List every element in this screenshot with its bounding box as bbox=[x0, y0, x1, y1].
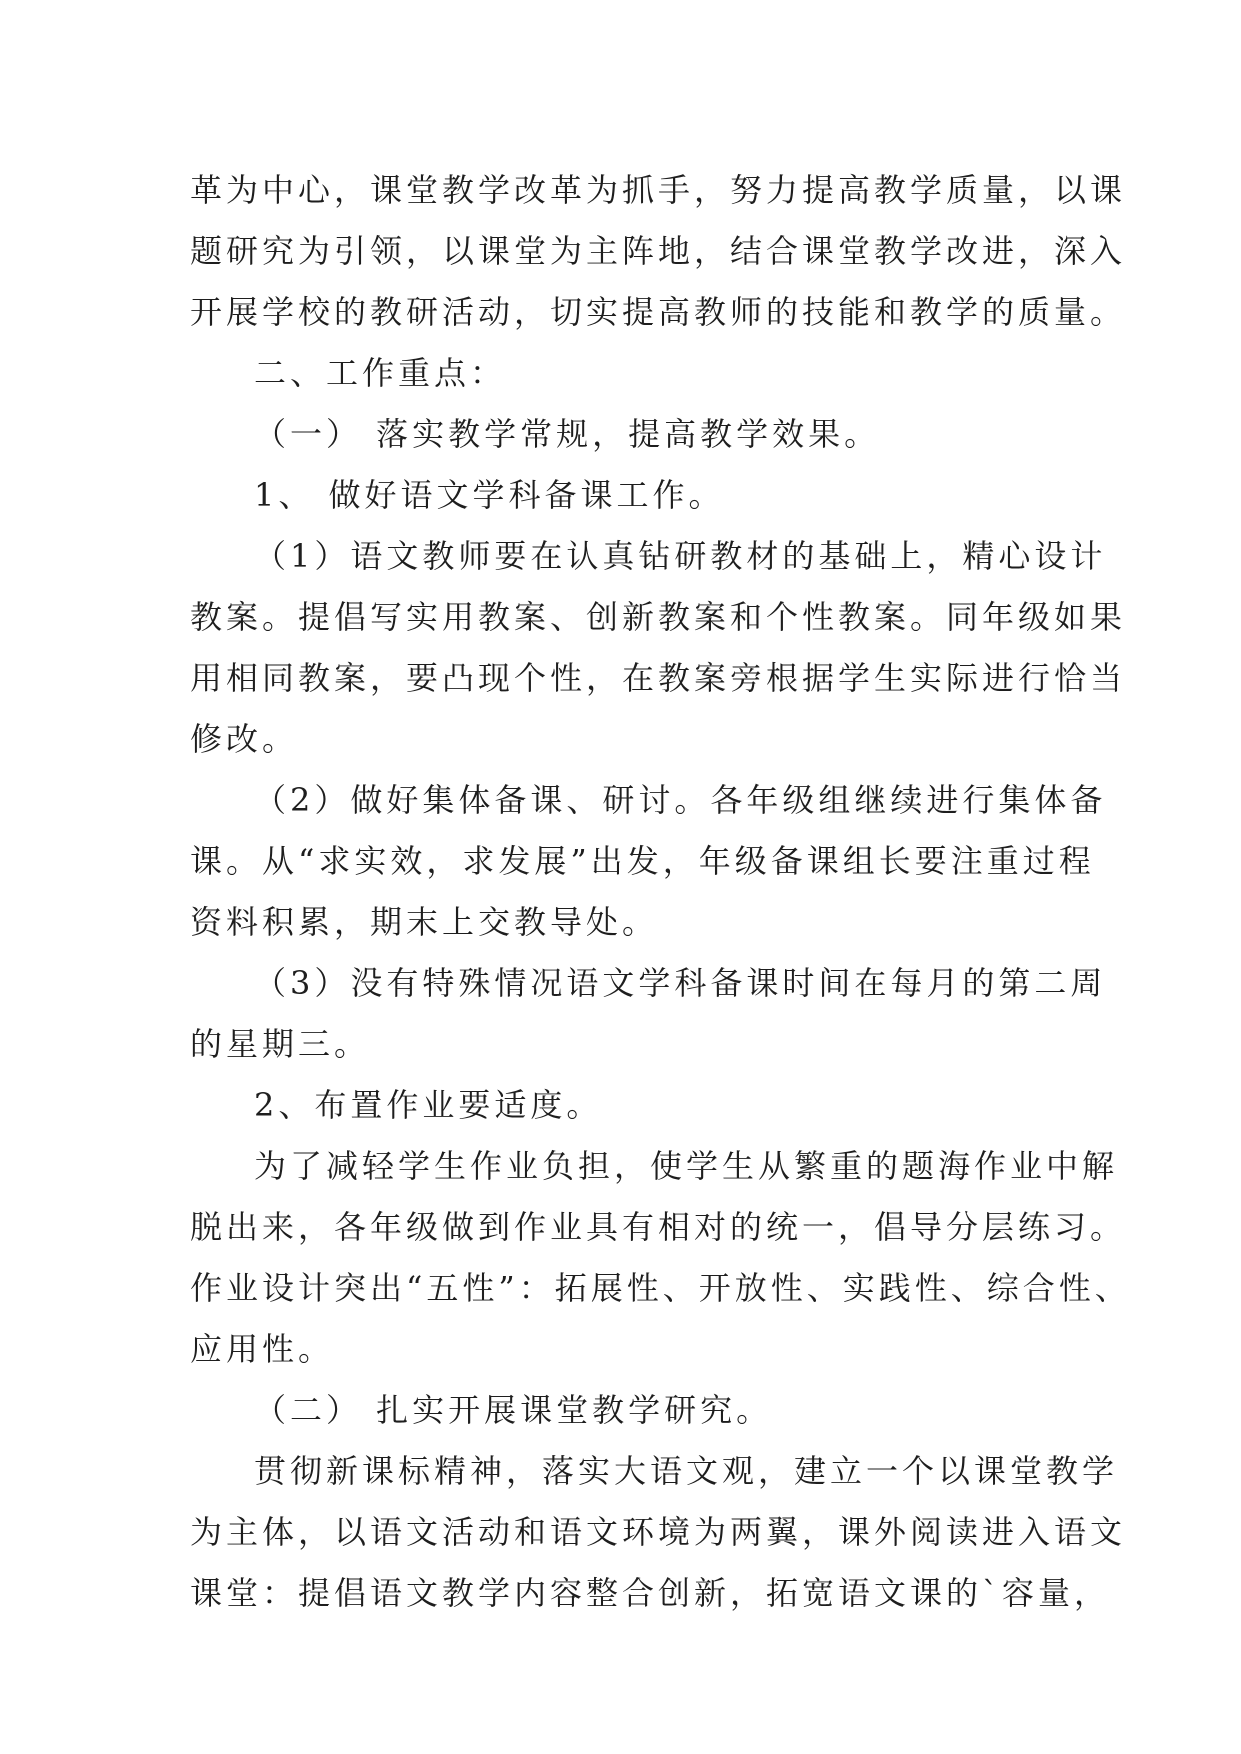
text-line: 应用性。 bbox=[190, 1330, 335, 1368]
text-line: 开展学校的教研活动，切实提高教师的技能和教学的质量。 bbox=[190, 293, 1127, 331]
text-line: （1）语文教师要在认真钻研教材的基础上，精心设计 bbox=[254, 537, 1107, 575]
text-line: 课。从“求实效，求发展”出发，年级备课组长要注重过程 bbox=[190, 842, 1095, 880]
text-line: 资料积累，期末上交教导处。 bbox=[190, 903, 659, 941]
text-line: 为了减轻学生作业负担，使学生从繁重的题海作业中解 bbox=[254, 1147, 1119, 1185]
text-line: 为主体，以语文活动和语文环境为两翼，课外阅读进入语文 bbox=[190, 1513, 1127, 1551]
text-line: 贯彻新课标精神，落实大语文观，建立一个以课堂教学 bbox=[254, 1452, 1119, 1490]
section-heading: 二、工作重点： bbox=[254, 354, 507, 392]
text-line: 作业设计突出“五性”：拓展性、开放性、实践性、综合性、 bbox=[190, 1269, 1131, 1307]
item-heading: 2、布置作业要适度。 bbox=[254, 1086, 603, 1124]
text-line: 的星期三。 bbox=[190, 1025, 371, 1063]
text-line: 修改。 bbox=[190, 720, 299, 758]
text-line: 题研究为引领，以课堂为主阵地，结合课堂教学改进，深入 bbox=[190, 232, 1127, 270]
text-line: 用相同教案，要凸现个性，在教案旁根据学生实际进行恰当 bbox=[190, 659, 1127, 697]
text-line: 课堂：提倡语文教学内容整合创新，拓宽语文课的`容量， bbox=[190, 1574, 1111, 1612]
text-line: （2）做好集体备课、研讨。各年级组继续进行集体备 bbox=[254, 781, 1107, 819]
document-body bbox=[190, 160, 1131, 1624]
text-line: 脱出来，各年级做到作业具有相对的统一，倡导分层练习。 bbox=[190, 1208, 1127, 1246]
text-line: 教案。提倡写实用教案、创新教案和个性教案。同年级如果 bbox=[190, 598, 1127, 636]
subsection-heading: （一） 落实教学常规，提高教学效果。 bbox=[254, 415, 881, 453]
text-line: 革为中心，课堂教学改革为抓手，努力提高教学质量，以课 bbox=[190, 171, 1127, 209]
subsection-heading: （二） 扎实开展课堂教学研究。 bbox=[254, 1391, 773, 1429]
text-line: （3）没有特殊情况语文学科备课时间在每月的第二周 bbox=[254, 964, 1107, 1002]
item-heading: 1、 做好语文学科备课工作。 bbox=[254, 476, 725, 514]
